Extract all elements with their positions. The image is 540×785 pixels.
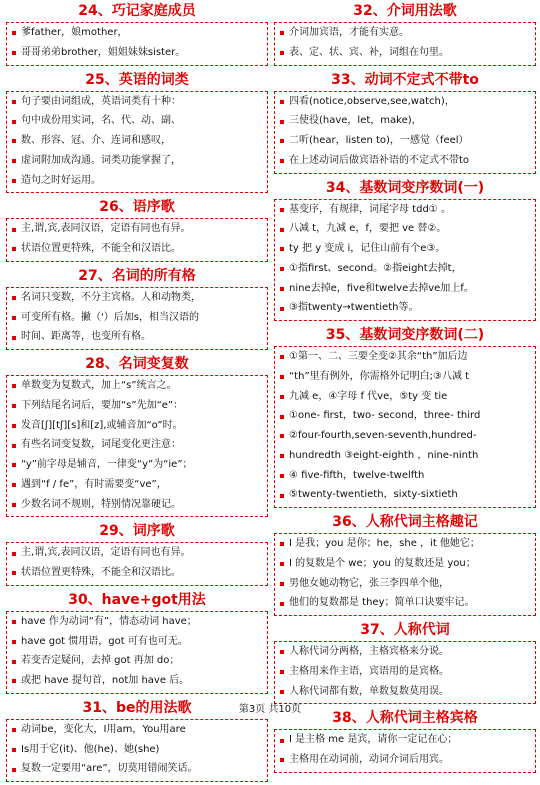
list-item xyxy=(12,476,263,496)
list-item xyxy=(12,672,263,692)
bullet-square-icon xyxy=(280,542,284,546)
list-item-text: ①指first、second。②指eight去掉t， xyxy=(289,262,462,274)
list-item xyxy=(12,633,263,653)
bullet-square-icon xyxy=(280,355,284,359)
bullet-square-icon xyxy=(12,640,16,644)
bullet-square-icon xyxy=(280,474,284,478)
list-item-text: I 是主格 me 是宾，请你一定记在心； xyxy=(289,734,458,746)
bullet-square-icon xyxy=(280,287,284,291)
list-item xyxy=(12,172,263,192)
list-item xyxy=(12,564,263,584)
section-box xyxy=(274,91,536,174)
bullet-square-icon xyxy=(12,620,16,624)
right-column xyxy=(274,0,536,776)
list-item-text: ②four-fourth,seven-seventh,hundred- xyxy=(289,430,477,441)
section-box xyxy=(6,287,268,350)
bullet-square-icon xyxy=(280,494,284,498)
bullet-square-icon xyxy=(280,562,284,566)
bullet-square-icon xyxy=(280,670,284,674)
bullet-square-icon xyxy=(280,395,284,399)
list-item-text: 句子要由词组成，英语词类有十种： xyxy=(21,95,181,107)
bullet-square-icon xyxy=(12,768,16,772)
list-item-text: have got 惯用语，got 可有也可无。 xyxy=(21,635,188,647)
list-item-text: 基变序，有规律，词尾字母 tdd① 。 xyxy=(289,203,451,215)
section-title: 31、be的用法歌 xyxy=(82,699,192,716)
section-title: 24、巧记家庭成员 xyxy=(78,3,196,19)
section-box xyxy=(274,346,536,508)
list-item-text: I 是我；you 是你；he，she ，it 他她它； xyxy=(289,538,480,549)
list-item-text: 二听(hear，listen to)，一感觉（feel） xyxy=(289,135,469,146)
bullet-square-icon xyxy=(280,228,284,232)
list-item xyxy=(12,496,263,516)
bullet-square-icon xyxy=(12,483,16,487)
list-item-text: have 作为动词“有”，情态动词 have； xyxy=(21,615,197,627)
list-item xyxy=(280,93,531,113)
list-item xyxy=(280,575,531,595)
bullet-square-icon xyxy=(12,247,16,251)
list-item xyxy=(12,456,263,476)
list-item-text: I 的复数是个 we；you 的复数还是 you； xyxy=(289,557,476,569)
list-item-text: 主格用来作主语，宾语用的是宾格。 xyxy=(289,665,449,677)
list-item xyxy=(280,467,531,487)
bullet-square-icon xyxy=(12,748,16,752)
list-item-text: 遇到“f / fe”，有时需要变“ve”， xyxy=(21,478,167,490)
list-item xyxy=(280,201,531,221)
section-title: 37、人称代词 xyxy=(360,622,450,638)
bullet-square-icon xyxy=(12,444,16,448)
list-item xyxy=(12,721,263,741)
section-title: 27、名词的所有格 xyxy=(78,267,196,284)
list-item-text: 状语位置更特殊，不能全和汉语比。 xyxy=(21,243,181,254)
list-item-text: ⑤twenty-twentieth，sixty-sixtieth xyxy=(289,489,458,501)
page-footer: 第3页 共10页 xyxy=(238,704,302,715)
list-item xyxy=(12,132,263,152)
list-item-text: ty 把 y 变成 i，记住山前有个e③。 xyxy=(289,243,446,254)
list-item xyxy=(280,152,531,172)
bullet-square-icon xyxy=(280,139,284,143)
bullet-square-icon xyxy=(12,296,16,300)
bullet-square-icon xyxy=(12,228,16,232)
bullet-square-icon xyxy=(280,247,284,251)
bullet-square-icon xyxy=(12,728,16,732)
list-item xyxy=(12,289,263,309)
list-item-text: 时间、距离等，也变所有格。 xyxy=(21,331,151,343)
list-item xyxy=(12,328,263,348)
bullet-square-icon xyxy=(12,139,16,143)
list-item-text: “y”前字母是辅音，一律变“y”为“ie”； xyxy=(21,459,193,470)
section-title: 33、动词不定式不带to xyxy=(331,71,479,88)
list-item-text: 三使役(have，let，make)， xyxy=(289,115,422,127)
list-item xyxy=(280,44,531,64)
list-item-text: 复数一定要用“are”，切莫用错闹笑话。 xyxy=(21,763,198,775)
list-item-text: 造句之时好运用。 xyxy=(21,174,101,186)
list-item xyxy=(12,24,263,44)
list-item xyxy=(280,280,531,300)
list-item-text: 句中成份用实词，名、代、动、副、 xyxy=(21,115,181,127)
bullet-square-icon xyxy=(12,384,16,388)
section-box xyxy=(6,542,268,586)
list-item-text: 他们的复数都是 they；简单口诀要牢记。 xyxy=(289,597,475,609)
list-item xyxy=(280,643,531,663)
bullet-square-icon xyxy=(280,100,284,104)
bullet-square-icon xyxy=(280,602,284,606)
bullet-square-icon xyxy=(12,679,16,683)
list-item-text: 爹father，娘mother， xyxy=(21,27,128,38)
bullet-square-icon xyxy=(280,208,284,212)
section-box xyxy=(274,729,536,773)
list-item-text: “th”里有例外，你需格外记明白;③八减 t xyxy=(289,370,470,382)
list-item-text: 主格用在动词前，动词介词后用宾。 xyxy=(289,754,449,765)
list-item-text: 下列结尾名词后，要加“s”先加“e”： xyxy=(21,399,184,411)
list-item-text: 或把 have 提句首，not加 have 后。 xyxy=(21,675,190,686)
list-item xyxy=(280,368,531,388)
list-item-text: 哥哥弟弟brother，姐姐妹妹sister。 xyxy=(21,46,186,58)
bullet-square-icon xyxy=(280,690,284,694)
bullet-square-icon xyxy=(12,100,16,104)
bullet-square-icon xyxy=(280,159,284,163)
list-item-text: 主,谓,宾,表同汉语，定语有同也有异。 xyxy=(21,547,191,559)
list-item-text: nine去掉e，five和twelve去掉ve加上f。 xyxy=(289,282,474,294)
list-item xyxy=(280,555,531,575)
bullet-square-icon xyxy=(12,503,16,507)
list-item xyxy=(12,152,263,172)
bullet-square-icon xyxy=(280,454,284,458)
list-item xyxy=(12,112,263,132)
list-item xyxy=(280,112,531,132)
list-item xyxy=(12,652,263,672)
list-item xyxy=(12,544,263,564)
list-item xyxy=(280,731,531,751)
section-title: 38、人称代词主格宾格 xyxy=(332,710,478,727)
bullet-square-icon xyxy=(12,159,16,163)
section-box xyxy=(6,719,268,782)
section-box xyxy=(6,218,268,262)
left-column xyxy=(6,0,268,785)
list-item-text: ①第一、二、三要全变②其余“th”加后边 xyxy=(289,351,468,362)
section-box xyxy=(274,641,536,704)
bullet-square-icon xyxy=(280,51,284,55)
list-item-text: 九减 e，④字母 f 代ve，⑤ty 变 tie xyxy=(289,390,448,402)
bullet-square-icon xyxy=(280,31,284,35)
bullet-square-icon xyxy=(12,424,16,428)
list-item-text: 主,谓,宾,表同汉语，定语有同也有异。 xyxy=(21,223,191,235)
list-item-text: 若变否定疑问，去掉 got 再加 do； xyxy=(21,655,180,667)
list-item xyxy=(12,309,263,329)
section-title: 29、词序歌 xyxy=(99,523,175,540)
list-item-text: 四看(notice,observe,see,watch)， xyxy=(289,95,455,107)
list-item xyxy=(280,594,531,614)
list-item-text: 动词be，变化大，I用am，You用are xyxy=(21,723,186,735)
list-item xyxy=(12,377,263,397)
list-item-text: 表、定、状、宾、补，词组在句里。 xyxy=(289,46,449,58)
list-item-text: 人称代词分两格，主格宾格来分说。 xyxy=(289,646,449,657)
list-item-text: 少数名词不规则，特别情况靠硬记。 xyxy=(21,498,181,510)
list-item-text: 单数变为复数式，加上“s”统言之。 xyxy=(21,380,177,391)
section-box xyxy=(274,22,536,66)
section-title: 25、英语的词类 xyxy=(85,71,189,88)
list-item-text: 发音[ʃ][tʃ][s]和[z],或辅音加“o”时。 xyxy=(21,419,183,431)
section-box xyxy=(6,91,268,194)
list-item xyxy=(280,447,531,467)
bullet-square-icon xyxy=(12,120,16,124)
list-item-text: ④ five-fifth，twelve-twelfth xyxy=(289,469,425,481)
list-item-text: 介词加宾语，才能有实意。 xyxy=(289,27,409,38)
list-item xyxy=(12,397,263,417)
bullet-square-icon xyxy=(12,404,16,408)
list-item-text: ①one- first，two- second，three- third xyxy=(289,410,481,422)
bullet-square-icon xyxy=(12,660,16,664)
bullet-square-icon xyxy=(280,375,284,379)
list-item-text: 数、形容、冠、介、连词和感叹， xyxy=(21,135,171,146)
list-item-text: hundredth ③eight-eighth ，nine-ninth xyxy=(289,449,479,461)
list-item xyxy=(280,132,531,152)
list-item xyxy=(280,486,531,506)
list-item xyxy=(12,220,263,240)
list-item-text: ③指twenty→twentieth等。 xyxy=(289,302,419,314)
bullet-square-icon xyxy=(280,582,284,586)
section-box xyxy=(6,375,268,517)
bullet-square-icon xyxy=(280,120,284,124)
list-item-text: 有些名词变复数，词尾变化更注意： xyxy=(21,439,181,451)
section-box xyxy=(274,533,536,616)
list-item xyxy=(280,388,531,408)
list-item xyxy=(12,741,263,761)
list-item-text: 可变所有格。撇（'）后加s，相当汉语的 xyxy=(21,311,199,323)
section-title: 28、名词变复数 xyxy=(85,356,189,372)
list-item xyxy=(280,260,531,280)
section-title: 36、人称代词主格趣记 xyxy=(332,514,478,530)
list-item-text: 在上述动词后做宾语补语的不定式不带to xyxy=(289,154,470,166)
bullet-square-icon xyxy=(12,552,16,556)
bullet-square-icon xyxy=(280,739,284,743)
list-item xyxy=(280,407,531,427)
list-item xyxy=(12,93,263,113)
section-box xyxy=(6,22,268,66)
bullet-square-icon xyxy=(12,571,16,575)
list-item xyxy=(280,299,531,319)
list-item xyxy=(280,220,531,240)
list-item xyxy=(12,760,263,780)
bullet-square-icon xyxy=(12,336,16,340)
section-box xyxy=(6,611,268,694)
list-item xyxy=(12,613,263,633)
bullet-square-icon xyxy=(280,415,284,419)
list-item xyxy=(280,751,531,771)
list-item xyxy=(12,436,263,456)
section-title: 32、介词用法歌 xyxy=(353,3,457,19)
list-item xyxy=(280,24,531,44)
list-item-text: 人称代词都有数，单数复数莫用误。 xyxy=(289,685,449,697)
list-item xyxy=(280,427,531,447)
bullet-square-icon xyxy=(280,267,284,271)
list-item xyxy=(280,348,531,368)
list-item xyxy=(12,240,263,260)
list-item-text: 虚词附加成沟通。词类功能掌握了， xyxy=(21,154,181,166)
bullet-square-icon xyxy=(280,758,284,762)
bullet-square-icon xyxy=(280,650,284,654)
bullet-square-icon xyxy=(12,31,16,35)
list-item-text: 八减 t，九减 e，f，要把 ve 替②。 xyxy=(289,223,447,235)
bullet-square-icon xyxy=(280,307,284,311)
section-box xyxy=(274,199,536,322)
list-item-text: 状语位置更特殊，不能全和汉语比。 xyxy=(21,567,181,578)
list-item xyxy=(280,535,531,555)
section-title: 30、have+got用法 xyxy=(68,591,206,608)
list-item-text: Is用于它(it)、他(he)、她(she) xyxy=(21,743,160,755)
section-title: 35、基数词变序数词(二) xyxy=(325,327,485,343)
section-title: 26、语序歌 xyxy=(99,199,175,216)
list-item-text: 男他女她动物它，张三李四单个他， xyxy=(289,577,449,589)
list-item xyxy=(280,663,531,683)
bullet-square-icon xyxy=(12,179,16,183)
bullet-square-icon xyxy=(12,463,16,467)
bullet-square-icon xyxy=(280,434,284,438)
list-item xyxy=(12,417,263,437)
bullet-square-icon xyxy=(12,316,16,320)
list-item xyxy=(280,240,531,260)
list-item xyxy=(12,44,263,64)
list-item-text: 名词只变数，不分主宾格。人和动物类， xyxy=(21,291,201,303)
bullet-square-icon xyxy=(12,51,16,55)
section-title: 34、基数词变序数词(一) xyxy=(325,179,485,196)
